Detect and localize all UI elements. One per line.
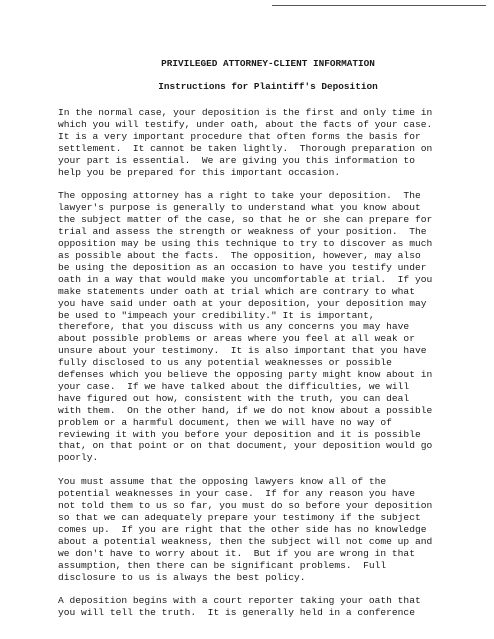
text-line: potential weaknesses in your case. If for any reason you have <box>58 488 415 500</box>
text-line: poorly. <box>58 452 99 464</box>
text-line: about possible problems or areas where you feel at all weak or <box>58 333 415 345</box>
document-body <box>58 107 478 619</box>
text-line: oath in a way that would make you uncomfortable at trial. If you <box>58 273 433 285</box>
text-line: you will tell the truth. It is generally held in a conference <box>58 607 415 619</box>
text-line: have figured out how, consistent with the truth, you can deal <box>58 392 410 404</box>
text-line: be used to "impeach your credibility." It is important, <box>58 309 375 321</box>
text-line: comes up. If you are right that the other side has no knowledge <box>58 523 427 535</box>
text-line: settlement. It cannot be taken lightly. Thorough preparation on <box>58 142 433 154</box>
text-line: The opposing attorney has a right to take your deposition. The <box>58 190 421 202</box>
text-line: be using the deposition as an occasion to have you testify under <box>58 261 427 273</box>
text-line: disclosure to us is always the best policy. <box>58 571 306 583</box>
text-line: about a potential weakness, then the subject will not come up and <box>58 535 433 547</box>
text-line: You must assume that the opposing lawyers know all of the <box>58 476 387 488</box>
privilege-header: PRIVILEGED ATTORNEY-CLIENT INFORMATION <box>161 58 375 69</box>
text-line: as possible about the facts. The opposition, however, may also <box>58 249 421 261</box>
text-line: that, on that point or on that document, your deposition would go <box>58 440 433 452</box>
text-line: unsure about your testimony. It is also important that you have <box>58 345 427 357</box>
text-line: not told them to us so far, you must do so before your deposition <box>58 500 433 512</box>
text-line: opposition may be using this technique to try to discover as much <box>58 238 433 250</box>
text-line: lawyer's purpose is generally to understand what you know about <box>58 202 421 214</box>
paragraph-2 <box>58 190 478 464</box>
text-line: problem or a harmful document, then we will have no way of <box>58 416 392 428</box>
text-line: trial and assess the strength or weakness of your position. The <box>58 226 427 238</box>
text-line: your case. If we have talked about the difficulties, we will <box>58 380 410 392</box>
text-line: assumption, then there can be significant problems. Full <box>58 559 387 571</box>
document-title: Instructions for Plaintiff's Deposition <box>158 81 378 92</box>
text-line: make statements under oath at trial which are contrary to what <box>58 285 415 297</box>
text-line: we don't have to worry about it. But if you are wrong in that <box>58 547 415 559</box>
text-line: reviewing it with you before your deposition and it is possible <box>58 428 421 440</box>
text-line: A deposition begins with a court reporter taking your oath that <box>58 595 421 607</box>
paragraph-3 <box>58 476 478 583</box>
text-line: which you will testify, under oath, about the facts of your case. <box>58 118 433 130</box>
text-line: therefore, that you discuss with us any concerns you may have <box>58 321 410 333</box>
text-line: your part is essential. We are giving you this information to <box>58 154 415 166</box>
text-line: with them. On the other hand, if we do not know about a possible <box>58 404 433 416</box>
text-line: In the normal case, your deposition is the first and only time in <box>58 107 433 118</box>
text-line: the subject matter of the case, so that he or she can prepare for <box>58 214 433 226</box>
paragraph-1 <box>58 107 478 178</box>
text-line: help you be prepared for this important occasion. <box>58 166 341 178</box>
text-line: defenses which you believe the opposing party might know about in <box>58 369 433 381</box>
text-line: fully disclosed to us any potential weaknesses or possible <box>58 357 392 369</box>
text-line: so that we can adequately prepare your testimony if the subject <box>58 512 421 523</box>
text-line: you have said under oath at your deposition, your deposition may <box>58 297 427 309</box>
scan-edge-line <box>272 5 486 6</box>
document-page <box>58 58 478 631</box>
text-line: It is a very important procedure that often forms the basis for <box>58 130 421 142</box>
paragraph-4 <box>58 595 478 619</box>
